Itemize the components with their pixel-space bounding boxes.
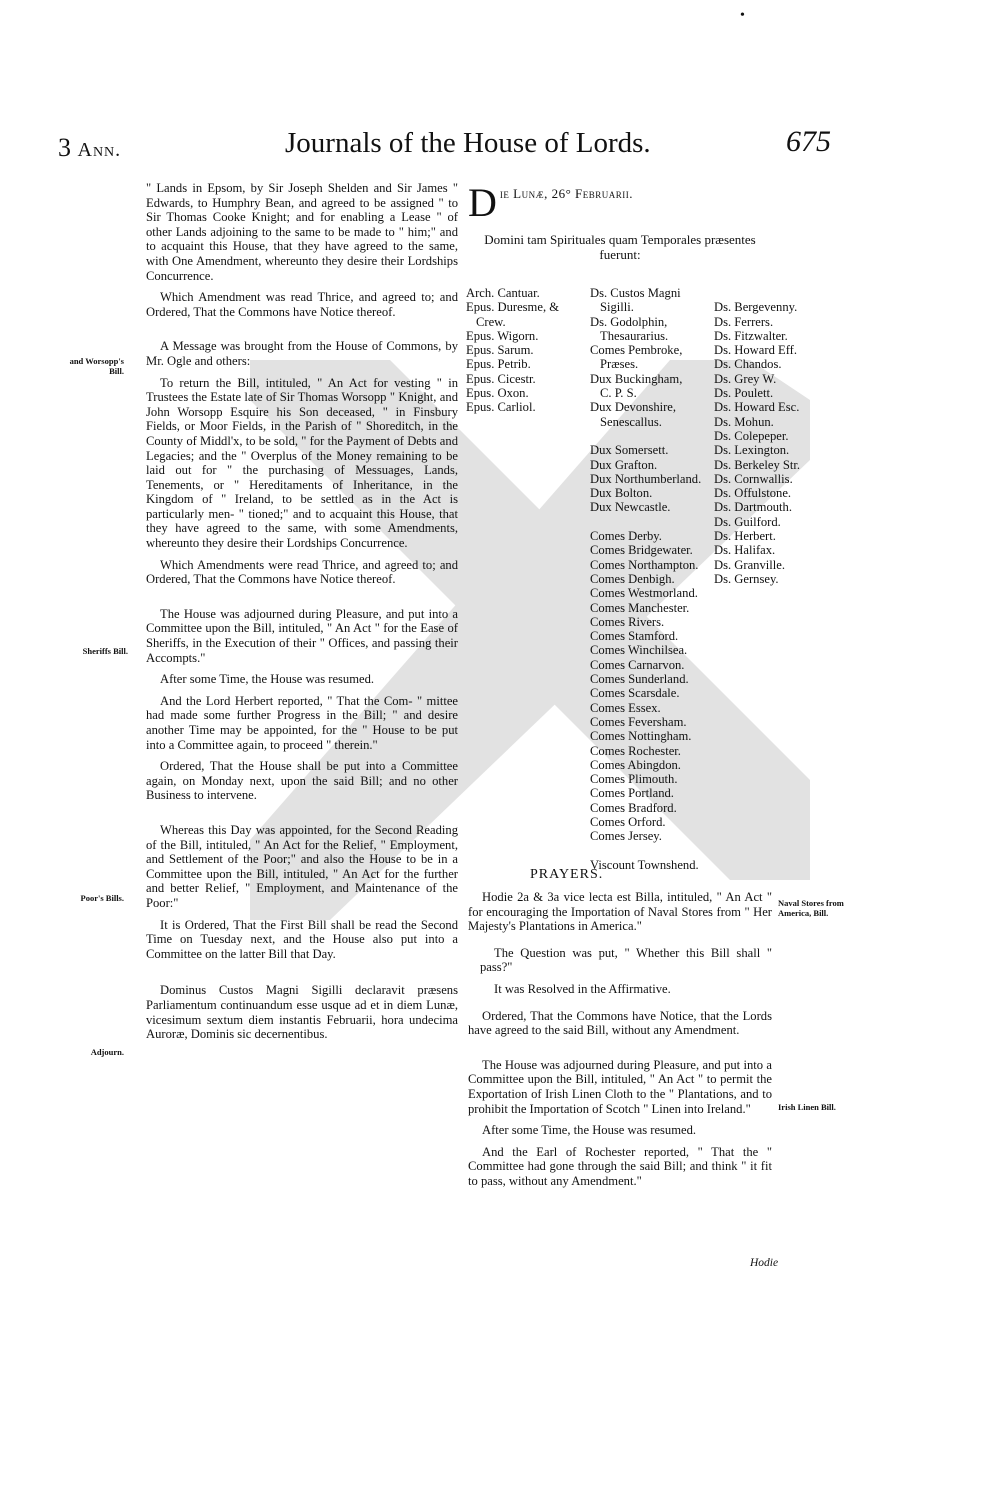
margin-note-naval: Naval Stores from America, Bill. xyxy=(778,898,844,918)
paragraph: And the Earl of Rochester reported, " That the " Committee had gone through the said Bill; and think " it fit to pass, without any Amendment." xyxy=(468,1144,772,1188)
lord-name: Ds. Herbert. xyxy=(714,529,776,544)
lord-name: Comes Portland. xyxy=(590,786,674,801)
lord-name: Comes Derby. xyxy=(590,529,662,544)
lord-name: Comes Sunderland. xyxy=(590,672,689,687)
paragraph: And the Lord Herbert reported, " That the Com- " mittee had made some further Progress in the Bill; " and desire another Time may be appointed, for the " House to be put into a Committee again, to proceed " therein." xyxy=(146,693,458,752)
lord-name: Epus. Carliol. xyxy=(466,400,536,415)
lord-name: Epus. Cicestr. xyxy=(466,371,536,386)
lord-name: Crew. xyxy=(476,314,506,329)
lords-temporal-list xyxy=(590,286,701,872)
lord-name: Comes Jersey. xyxy=(590,829,662,844)
lord-name: Comes Pembroke, xyxy=(590,343,683,358)
page-ornament: • xyxy=(740,8,745,23)
lord-name: Epus. Duresme, & xyxy=(466,300,560,315)
lord-name: Ds. Godolphin, xyxy=(590,314,668,329)
lord-name: Thesaurarius. xyxy=(600,328,669,343)
lord-name: Epus. Petrib. xyxy=(466,357,531,372)
lord-name: Ds. Granville. xyxy=(714,557,785,572)
lord-name: Ds. Ferrers. xyxy=(714,314,774,329)
lord-name: Ds. Berkeley Str. xyxy=(714,457,801,472)
right-column xyxy=(468,890,772,1196)
paragraph: Which Amendment was read Thrice, and agreed to; and Ordered, That the Commons have Notice thereof. xyxy=(146,290,458,319)
margin-note-irish: Irish Linen Bill. xyxy=(778,1102,836,1112)
lord-name: Dux Somersett. xyxy=(590,443,669,458)
lord-name xyxy=(590,515,701,529)
lord-name: Ds. Bergevenny. xyxy=(714,300,798,315)
catchword: Hodie xyxy=(750,1257,779,1269)
lord-name: Ds. Custos Magni xyxy=(590,286,681,300)
paragraph: Hodie 2a & 3a vice lecta est Billa, intituled, " An Act " for encouraging the Importation of Naval Stores from " Her Majesty's Plantations in America." xyxy=(468,890,772,934)
regnal-label: Ann. xyxy=(77,139,122,161)
lord-name: Comes Feversham. xyxy=(590,714,687,729)
paragraph: After some Time, the House was resumed. xyxy=(160,672,375,687)
lord-name: Ds. Guilford. xyxy=(714,514,781,529)
lord-name: Ds. Colepeper. xyxy=(714,428,789,443)
left-column xyxy=(146,181,458,1049)
lord-name: Sigilli. xyxy=(600,300,634,315)
drop-cap: D xyxy=(468,180,497,225)
lord-name: Dux Grafton. xyxy=(590,457,658,472)
lord-name: Comes Plimouth. xyxy=(590,772,678,787)
lord-name: Dux Buckingham, xyxy=(590,371,683,386)
lord-name: Comes Northampton. xyxy=(590,557,699,572)
lord-name: Comes Nottingham. xyxy=(590,729,692,744)
lord-name: Epus. Wigorn. xyxy=(466,328,539,343)
regnal-year xyxy=(58,133,121,163)
margin-note-poors: Poor's Bills. xyxy=(80,893,124,903)
lord-name: Comes Orford. xyxy=(590,814,666,829)
lord-name: Ds. Dartmouth. xyxy=(714,500,793,515)
prayers-heading: PRAYERS. xyxy=(530,867,604,882)
running-title: Journals of the House of Lords. xyxy=(285,127,651,159)
lord-name: Ds. Fitzwalter. xyxy=(714,328,788,343)
lord-name: Ds. Lexington. xyxy=(714,443,790,458)
lord-name: Dux Bolton. xyxy=(590,486,653,501)
paragraph: After some Time, the House was resumed. xyxy=(482,1123,697,1138)
lord-name: Comes Rivers. xyxy=(590,614,665,629)
barons-list xyxy=(714,286,800,586)
paragraph: Ordered, That the House shall be put into a Committee again, on Monday next, upon the said Bill; and no other Business to intervene. xyxy=(146,759,458,803)
lord-name: Comes Scarsdale. xyxy=(590,686,680,701)
lord-name: Ds. Chandos. xyxy=(714,357,782,372)
lord-name: Epus. Oxon. xyxy=(466,386,529,401)
lord-name: Comes Carnarvon. xyxy=(590,657,685,672)
margin-note-sheriffs: Sheriffs Bill. xyxy=(82,646,128,656)
lord-name: Comes Bradford. xyxy=(590,800,677,815)
lord-name: Dux Northumberland. xyxy=(590,471,702,486)
sitting-date xyxy=(468,180,788,225)
paragraph: The House was adjourned during Pleasure, and put into a Committee upon the Bill, intituled, " An Act " to permit the Exportation of Irish Linen Cloth to the " Plantations, and to prohibit the Importation of Scotch " Linen into Ireland." xyxy=(468,1057,772,1116)
margin-note-worsopp: and Worsopp's Bill. xyxy=(69,356,124,376)
lord-name xyxy=(590,844,701,858)
paragraph: A Message was brought from the House of Commons, by Mr. Ogle and others: xyxy=(146,339,458,368)
paragraph: Dominus Custos Magni Sigilli declaravit præsens Parliamentum continuandum esse usque ad et in diem Lunæ, vicesimum sextum diem instantis Februarii, hora undecima Auroræ, Dominis sic decernentibus. xyxy=(146,983,458,1042)
lord-name: Ds. Poulett. xyxy=(714,386,774,401)
lord-name: Ds. Howard Eff. xyxy=(714,343,798,358)
lord-name: Comes Manchester. xyxy=(590,600,690,615)
lord-name xyxy=(590,429,701,443)
lord-name: Senescallus. xyxy=(600,414,662,429)
paragraph: The Question was put, " Whether this Bill shall " pass?" xyxy=(480,945,772,975)
lord-name: C. P. S. xyxy=(600,386,637,401)
lord-name: Ds. Halifax. xyxy=(714,543,776,558)
paragraph: Which Amendments were read Thrice, and agreed to; and Ordered, That the Commons have Notice thereof. xyxy=(146,557,458,587)
lord-name: Arch. Cantuar. xyxy=(466,286,540,300)
page-number: 675 xyxy=(786,125,831,158)
paragraph: It was Resolved in the Affirmative. xyxy=(494,981,671,996)
margin-note-adjourn: Adjourn. xyxy=(90,1047,124,1057)
lord-name: Ds. Howard Esc. xyxy=(714,400,800,415)
lord-name: Ds. Grey W. xyxy=(714,371,777,386)
lord-name: Comes Winchilsea. xyxy=(590,643,688,658)
lord-name: Ds. Mohun. xyxy=(714,414,774,429)
paragraph: Whereas this Day was appointed, for the Second Reading of the Bill, intituled, " An Act for the Relief, " Employment, and Settlement of the Poor;" and also the House to be in a Committee upon the Bill, intituled, " An Act for the further and better Relief, " Employment, and Maintenance of the Poor:" xyxy=(146,822,458,910)
lord-name: Ds. Gernsey. xyxy=(714,571,779,586)
paragraph: It is Ordered, That the First Bill shall be read the Second Time on Tuesday next, and the House also put into a Committee on the latter Bill that Day. xyxy=(146,917,458,961)
lord-name: Comes Denbigh. xyxy=(590,571,675,586)
lords-spiritual-list xyxy=(466,286,559,415)
lord-name: Comes Westmorland. xyxy=(590,586,698,601)
lord-name: Comes Bridgewater. xyxy=(590,543,693,558)
lord-name: Viscount Townshend. xyxy=(590,857,699,872)
lord-name xyxy=(714,286,800,300)
lord-name: Ds. Offulstone. xyxy=(714,486,792,501)
lord-name: Comes Abingdon. xyxy=(590,757,681,772)
lord-name: Dux Newcastle. xyxy=(590,500,671,515)
lord-name: Comes Rochester. xyxy=(590,743,681,758)
lord-name: Ds. Cornwallis. xyxy=(714,471,793,486)
paragraph: To return the Bill, intituled, " An Act for vesting " in Trustees the Estate late of Sir Thomas Worsopp " Knight, and John Worsopp Esquire his Son deceased, " in Finsbury Fields, or Moor Fields, in the Parish of " Shoreditch, in the County of Middl'x, to be sold, " for the Payment of Debts and Legacies; and the " Overplus of the Money remaining to be laid out for " the purchasing of Messuages, Lands, Tenements, or " Hereditaments of Inheritance, in the Kingdom of " Ireland, to be settled as in the Act is particularly men- " tioned;" and to acquaint this House, that they have agreed to the same, with some Amendments, whereunto they desire their Lordships Concurrence. xyxy=(146,375,458,551)
lord-name: Dux Devonshire, xyxy=(590,400,677,415)
lord-name: Præses. xyxy=(600,357,639,372)
paragraph: The House was adjourned during Pleasure, and put into a Committee upon the Bill, intituled, " An Act " for the Ease of Sheriffs, in the Execution of their " Offices, and passing their Accompts." xyxy=(146,606,458,665)
lord-name: Comes Essex. xyxy=(590,700,661,715)
paragraph: Ordered, That the Commons have Notice, that the Lords have agreed to the said Bill, without any Amendment. xyxy=(468,1008,772,1038)
paragraph: " Lands in Epsom, by Sir Joseph Shelden and Sir James " Edwards, to Humphry Bean, and agreed to be assigned " to Sir Thomas Cooke Knight; and for enabling a Lease " of other Lands adjoining to the same to be made to " him;" and to acquaint this House, that they have agreed to the same, with One Amendment, whereunto they desire their Lordships Concurrence. xyxy=(146,181,458,283)
date-text: ie Lunæ, 26° Februarii. xyxy=(499,186,634,201)
lord-name: Comes Stamford. xyxy=(590,629,679,644)
regnal-number: 3 xyxy=(58,133,71,162)
attendance-heading: Domini tam Spirituales quam Temporales præsentes fuerunt: xyxy=(484,232,756,262)
lord-name: Epus. Sarum. xyxy=(466,343,534,358)
